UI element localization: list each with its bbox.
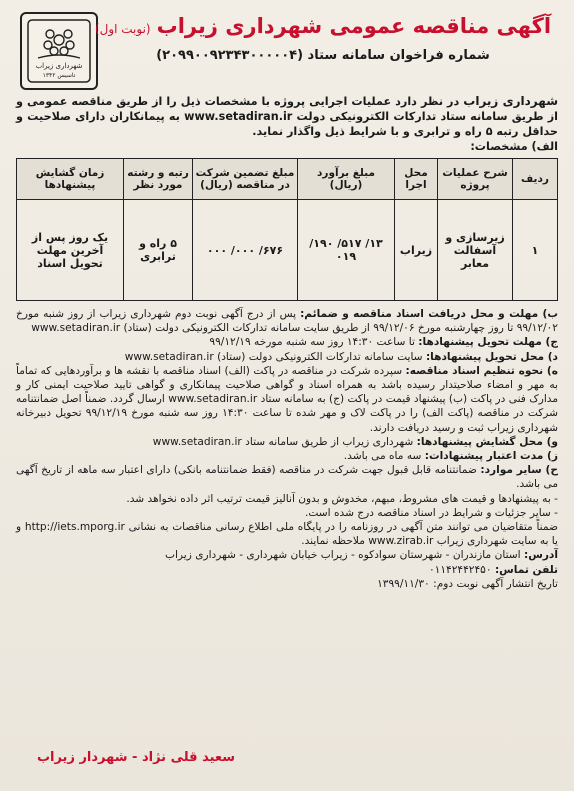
- spec-table: [16, 158, 558, 301]
- publish-date: تاریخ انتشار آگهی نوبت دوم: ۱۳۹۹/۱۱/۳۰: [377, 577, 558, 590]
- cell-grade: ۵ راه و ترابری: [124, 200, 193, 301]
- col-guarantee: مبلغ تضمین شرکت در مناقصه (ریال): [193, 159, 298, 200]
- col-grade: رتبه و رشته مورد نظر: [124, 159, 193, 200]
- header: [16, 10, 558, 90]
- intro-lead: شهرداری زیراب: [463, 94, 558, 108]
- cell-location: زیراب: [395, 200, 438, 301]
- svg-text:تاسیس ۱۳۴۲: تاسیس ۱۳۴۲: [42, 72, 76, 79]
- clause-h: ح) سایر موارد: ضمانتنامه قابل قبول جهت شرکت در مناقصه (فقط ضمانتنامه بانکی) دارای اعتبار سه ماهه از تاریخ آگهی می باشد.: [16, 464, 558, 491]
- note-2: - سایر جزئیات و شرایط در اسناد مناقصه درج شده است.: [305, 506, 558, 519]
- clause-e: ه) نحوه تنظیم اسناد مناقصه: سپرده شرکت در مناقصه در پاکت (الف) اسناد مناقصه با نقشه ها و برآوردهایی که تماماً به مهر و امضاء صلاحیتدار رسیده باشد به همراه اسناد و گواهی صلاحیت پیمانکاری و گواهی تایید صلاحیت ایمنی کار و مدارک فنی در پاکت (ب) پیشنهاد قیمت در پاکت (ج) به سامانه ستاد www.setadiran.ir ارسال گردد. ضمناً اصل ضمانتنامه شرکت در مناقصه (پاکت الف) را در پاکت لاک و مهر شده تا ساعت ۱۴:۳۰ روز سه شنبه مورخ ۹۹/۱۲/۱۹ تحویل دبیرخانه شهرداری زیراب ثبت و رسید دریافت دارند.: [16, 364, 558, 434]
- clause-v: و) محل گشایش پیشنهادها: شهرداری زیراب از طریق سامانه ستاد www.setadiran.ir: [152, 435, 558, 448]
- mayor-signature: سعید قلی نژاد - شهردار زیراب: [36, 750, 236, 765]
- cell-opening-time: یک روز پس از آخرین مهلت تحویل اسناد: [17, 200, 124, 301]
- table-header-row: [17, 159, 558, 200]
- cell-guarantee: ۶۷۶/ ۰۰۰/ ۰۰۰: [193, 200, 298, 301]
- col-project-desc: شرح عملیات پروژه: [438, 159, 513, 200]
- clause-d: د) محل تحویل پیشنهادها: سایت سامانه تدارکات الکترونیکی دولت (ستاد) www.setadiran.ir: [124, 350, 558, 363]
- cell-project-desc: زیرسازی و آسفالت معابر: [438, 200, 513, 301]
- logo-emblem-icon: [26, 18, 92, 84]
- intro-text: در نظر دارد عملیات اجرایی پروژه با مشخصات ذیل را از طریق مناقصه عمومی و از طریق سامانه ستاد تدارکات الکترونیکی دولت www.setadiran.ir به پیمانکاران دارای صلاحیت و حداقل رتبه ۵ راه و ترابری و با شرایط ذیل واگذار نماید.: [16, 95, 558, 138]
- address: آدرس: استان مازندران - شهرستان سوادکوه - زیراب خیابان شهرداری - شهرداری زیراب: [165, 549, 558, 562]
- clause-b: ب) مهلت و محل دریافت اسناد مناقصه و ضمائم: پس از درج آگهی نوبت دوم شهرداری زیراب از روز شنبه مورخ ۹۹/۱۲/۰۲ تا روز چهارشنبه مورخ ۹۹/۱۲/۰۶ از طریق سایت سامانه تدارکات الکترونیکی دولت (ستاد) www.setadiran.ir: [16, 308, 558, 335]
- title-block: [88, 14, 558, 63]
- note-1: - به پیشنهادها و قیمت های مشروط، مبهم، مخدوش و بدون آنالیز قیمت ترتیب اثر داده نخواهد شد.: [126, 492, 558, 505]
- col-row-number: ردیف: [513, 159, 558, 200]
- cell-row-number: ۱: [513, 200, 558, 301]
- phone: تلفن تماس: ۰۱۱۴۲۴۴۲۴۵۰: [428, 563, 558, 576]
- conditions-text: [16, 307, 558, 591]
- municipality-logo: [20, 12, 98, 90]
- table-row: [17, 200, 558, 301]
- section-a-label: الف) مشخصات:: [470, 140, 558, 153]
- clause-c: ج) مهلت تحویل پیشنهادها: تا ساعت ۱۴:۳۰ روز سه شنبه مورخه ۹۹/۱۲/۱۹: [209, 336, 558, 349]
- page-title: آگهی مناقصه عمومی شهرداری زیراب: [156, 14, 552, 38]
- title-round: (نوبت اول): [94, 22, 151, 36]
- call-number: شماره فراخوان سامانه ستاد (۲۰۹۹۰۰۹۲۳۴۳۰۰۰۰۰۴): [156, 48, 490, 63]
- note-3: ضمناً متقاضیان می توانند متن آگهی در روزنامه را در پایگاه ملی اطلاع رسانی مناقصات به نشانی http://iets.mporg.ir و یا به سایت شهرداری زیراب www.zirab.ir ملاحظه نمایند.: [16, 521, 558, 548]
- clause-z: ز) مدت اعتبار پیشنهادات: سه ماه می باشد.: [343, 450, 558, 463]
- col-location: محل اجرا: [395, 159, 438, 200]
- cell-estimate: ۱۳/ ۵۱۷/ ۱۹۰/ ۰۱۹: [298, 200, 395, 301]
- intro-paragraph: [16, 94, 558, 154]
- col-estimate: مبلغ برآورد (ریال): [298, 159, 395, 200]
- svg-text:شهرداری زیراب: شهرداری زیراب: [35, 62, 83, 70]
- col-opening-time: زمان گشایش پیشنهادها: [17, 159, 124, 200]
